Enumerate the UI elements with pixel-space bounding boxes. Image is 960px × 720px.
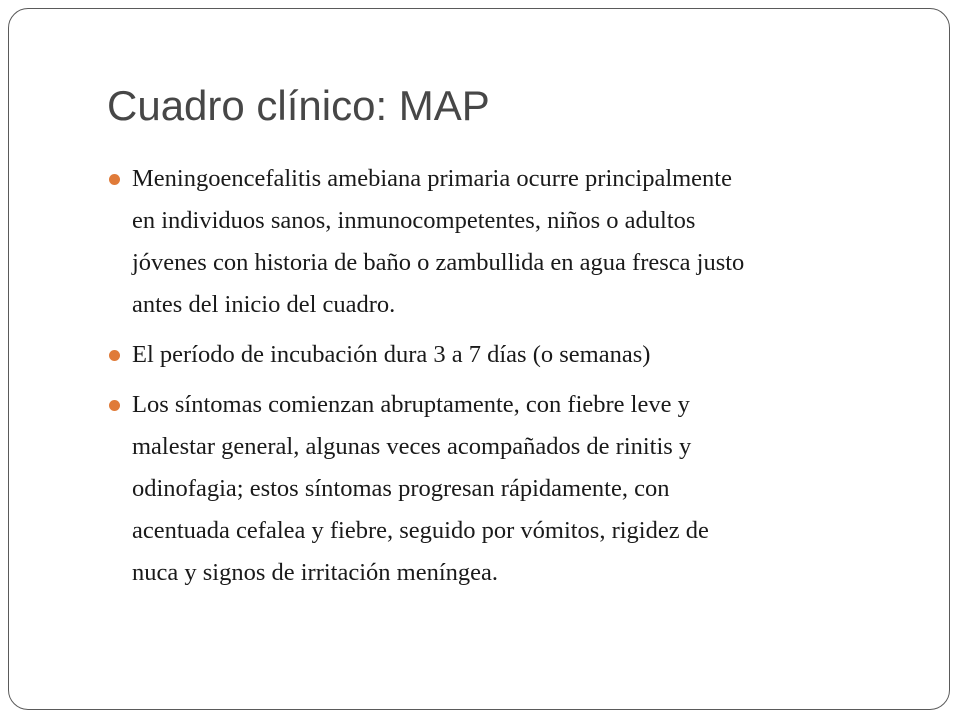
bullet-text-line: antes del inicio del cuadro. — [132, 291, 396, 318]
bullet-item — [104, 158, 904, 326]
bullet-marker-icon — [109, 174, 120, 185]
bullet-text-line: Los síntomas comienzan abruptamente, con fiebre leve y — [132, 391, 690, 418]
bullet-text-line: nuca y signos de irritación meníngea. — [132, 559, 499, 586]
slide-title: Cuadro clínico: MAP — [107, 82, 490, 129]
bullet-text-line: odinofagia; estos síntomas progresan rápidamente, con — [132, 475, 670, 502]
bullet-marker-icon — [109, 400, 120, 411]
bullet-text-line: en individuos sanos, inmunocompetentes, niños o adultos — [132, 207, 696, 234]
bullet-text-line: jóvenes con historia de baño o zambullida en agua fresca justo — [132, 249, 745, 276]
bullet-text-line: malestar general, algunas veces acompañados de rinitis y — [132, 433, 692, 460]
bullet-item — [104, 334, 904, 376]
bullet-item — [104, 384, 904, 594]
bullet-text-line: Meningoencefalitis amebiana primaria ocurre principalmente — [132, 165, 732, 192]
bullet-marker-icon — [109, 350, 120, 361]
bullet-list — [104, 158, 904, 602]
bullet-text-line: El período de incubación dura 3 a 7 días (o semanas) — [132, 341, 651, 368]
bullet-text-line: acentuada cefalea y fiebre, seguido por vómitos, rigidez de — [132, 517, 709, 544]
